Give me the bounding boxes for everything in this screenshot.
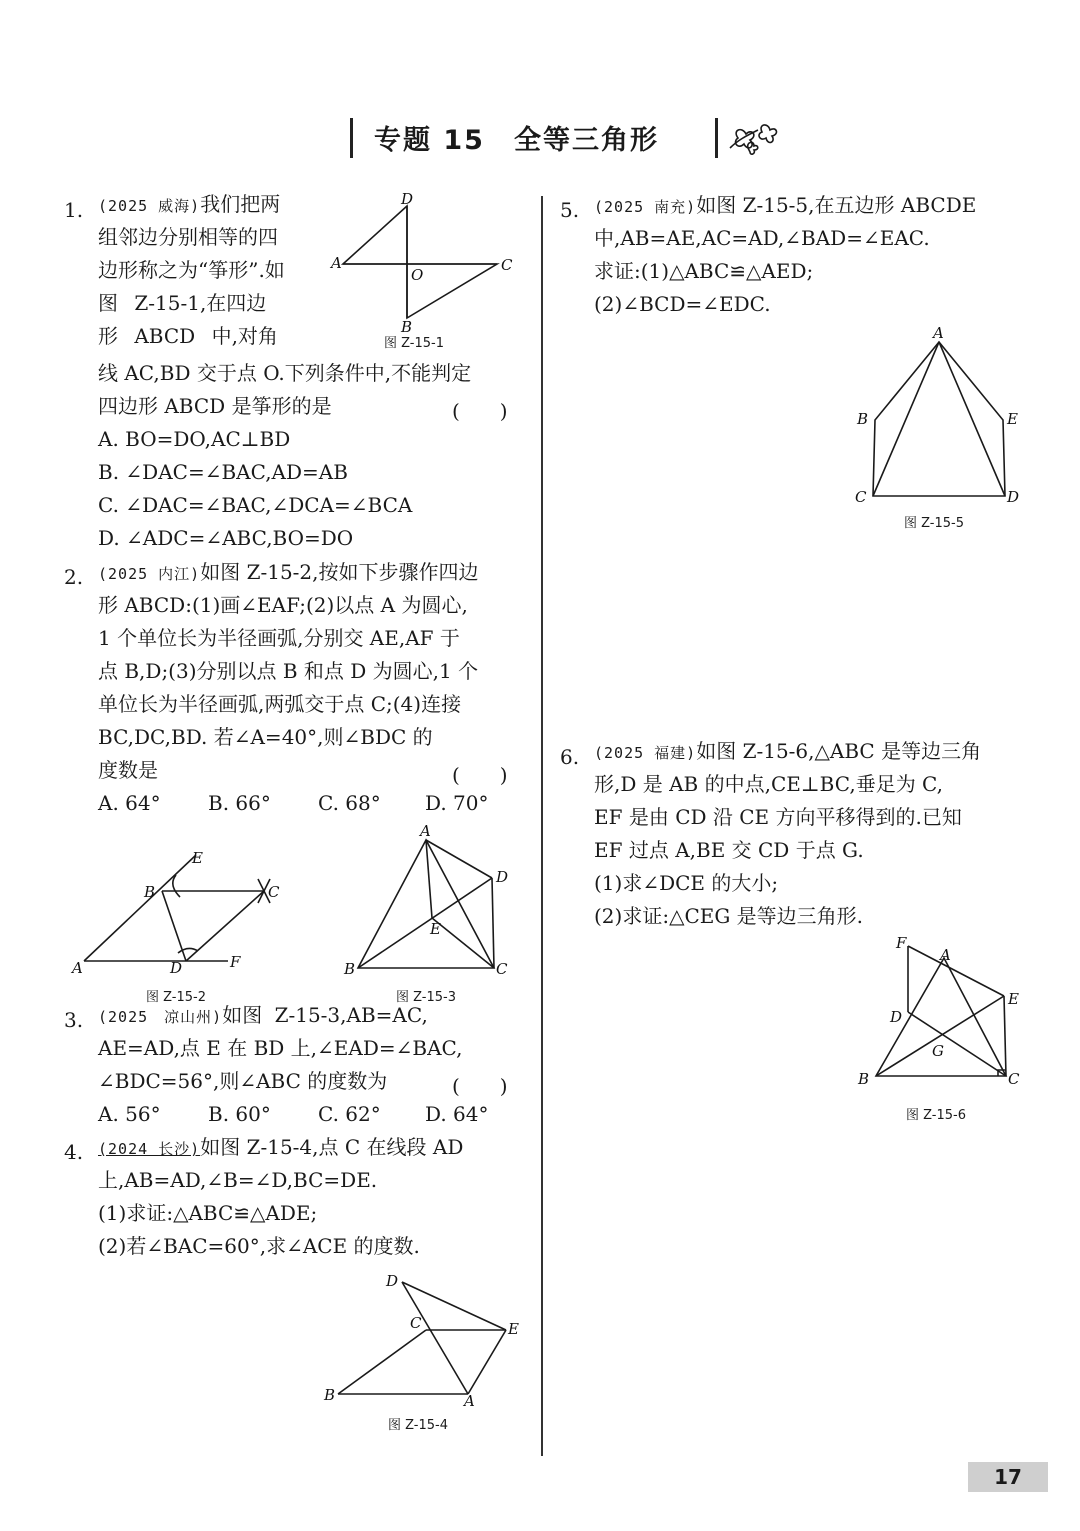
fig3-label: A — [420, 822, 431, 840]
q6-line: 形,D 是 AB 的中点,CE⊥BC,垂足为 C, — [594, 772, 943, 796]
q5-line: (2)∠BCD=∠EDC. — [594, 292, 771, 316]
q3-option-d: D. 64° — [425, 1102, 489, 1126]
title-left-rule — [350, 118, 353, 158]
fig4-label: C — [410, 1314, 422, 1332]
figure-z-15-2 — [68, 845, 298, 975]
fig5-label: E — [1007, 410, 1018, 428]
fig3-segment-bd — [358, 878, 492, 968]
fig5-caption: 图 Z-15-5 — [904, 516, 965, 531]
q3-line: 如图 Z-15-3,AB=AC, — [222, 1003, 428, 1027]
fig5-label: D — [1007, 488, 1020, 506]
fig1-label: C — [501, 256, 513, 274]
q1-option-a: A. BO=DO,AC⊥BD — [98, 427, 291, 451]
q1-line: 组邻边分别相等的四 — [98, 225, 278, 249]
fig1-label: O — [411, 266, 424, 284]
fig3-segment-dc — [492, 878, 494, 968]
q2-line: 如图 Z-15-2,按如下步骤作四边 — [200, 560, 479, 584]
fig6-label: D — [890, 1008, 903, 1026]
q2-line: 点 B,D;(3)分别以点 B 和点 D 为圆心,1 个 — [98, 659, 479, 683]
fig6-label: B — [858, 1070, 870, 1088]
q3-line: AE=AD,点 E 在 BD 上,∠EAD=∠BAC, — [98, 1036, 463, 1060]
q1-line: 线 AC,BD 交于点 O.下列条件中,不能判定 — [98, 361, 472, 385]
q3-option-b: B. 60° — [208, 1102, 271, 1126]
figure-z-15-5 — [845, 322, 1030, 512]
q6-line: EF 过点 A,BE 交 CD 于点 G. — [594, 838, 864, 862]
q5-line: 中,AB=AE,AC=AD,∠BAD=∠EAC. — [594, 226, 930, 250]
fig5-label: A — [933, 324, 944, 342]
fig6-segment-fe — [908, 946, 1004, 996]
q3-number: 3. — [64, 1008, 84, 1032]
figure-z-15-6 — [850, 930, 1030, 1100]
fig6-label: E — [1008, 990, 1019, 1008]
fig2-arc — [173, 875, 180, 897]
q2-line: 形 ABCD:(1)画∠EAF;(2)以点 A 为圆心, — [98, 593, 468, 617]
q4-number: 4. — [64, 1140, 84, 1164]
q4-line: (2)若∠BAC=60°,求∠ACE 的度数. — [98, 1234, 420, 1258]
figure-z-15-4 — [320, 1270, 530, 1410]
fig6-label: C — [1008, 1070, 1020, 1088]
fig1-quad — [343, 206, 497, 318]
q2-number: 2. — [64, 565, 84, 589]
fig3-label: B — [344, 960, 356, 978]
q6-line: (2)求证:△CEG 是等边三角形. — [594, 904, 864, 928]
fig2-label: A — [72, 959, 83, 975]
q4-line: 上,AB=AD,∠B=∠D,BC=DE. — [98, 1168, 378, 1192]
fig1-label: D — [401, 190, 414, 208]
page-title: 专题 15 全等三角形 — [374, 125, 659, 156]
fig6-label: G — [932, 1042, 944, 1060]
q4-line: (1)求证:△ABC≌△ADE; — [98, 1201, 318, 1225]
q1-line: 四边形 ABCD 是筝形的是 — [98, 394, 332, 418]
q1-line: 边形称之为“筝形”.如 — [98, 258, 285, 282]
fig2-label: B — [144, 883, 156, 901]
fig3-caption: 图 Z-15-3 — [396, 990, 457, 1005]
fig6-caption: 图 Z-15-6 — [906, 1108, 967, 1123]
q2-line: 单位长为半径画弧,两弧交于点 C;(4)连接 — [98, 692, 462, 716]
flower-ornament-icon — [724, 118, 790, 158]
q1-option-b: B. ∠DAC=∠BAC,AD=AB — [98, 460, 348, 484]
fig2-ray-ae — [84, 855, 196, 961]
q5-line: 求证:(1)△ABC≌△AED; — [594, 259, 814, 283]
q1-source: (2025 威海) — [98, 197, 201, 215]
q1-option-d: D. ∠ADC=∠ABC,BO=DO — [98, 526, 354, 550]
q2-answer-blank[interactable]: ( ) — [452, 763, 508, 787]
title-right-rule — [715, 118, 718, 158]
q6-line: (1)求∠DCE 的大小; — [594, 871, 779, 895]
page-number: 17 — [968, 1462, 1048, 1492]
q1-option-c: C. ∠DAC=∠BAC,∠DCA=∠BCA — [98, 493, 413, 517]
q1-line: 形 ABCD 中,对角 — [98, 324, 278, 348]
q5-source: (2025 南充) — [594, 198, 697, 216]
fig5-pentagon — [873, 342, 1005, 496]
fig6-segment-dc — [908, 1012, 1006, 1076]
fig2-label: E — [192, 849, 203, 867]
fig2-label: D — [170, 959, 183, 975]
fig4-segment-ea — [468, 1330, 506, 1394]
q4-line: 如图 Z-15-4,点 C 在线段 AD — [200, 1135, 464, 1159]
fig3-label: E — [430, 920, 441, 938]
fig1-label: B — [401, 318, 413, 335]
q2-source: (2025 内江) — [98, 565, 201, 583]
fig1-caption: 图 Z-15-1 — [384, 336, 445, 351]
fig4-label: D — [386, 1272, 399, 1290]
fig3-triangle-abc — [358, 840, 494, 968]
q6-line: EF 是由 CD 沿 CE 方向平移得到的.已知 — [594, 805, 962, 829]
fig5-label: C — [855, 488, 867, 506]
q4-source: (2024 长沙) — [98, 1140, 201, 1158]
q6-source: (2025 福建) — [594, 744, 697, 762]
fig2-label: C — [268, 883, 280, 901]
figure-z-15-3 — [340, 822, 520, 980]
fig5-segment-ac — [873, 342, 939, 496]
q1-line: 我们把两 — [200, 192, 281, 216]
q3-option-c: C. 62° — [318, 1102, 381, 1126]
figure-z-15-1 — [325, 190, 525, 335]
q3-line: ∠BDC=56°,则∠ABC 的度数为 — [98, 1069, 388, 1093]
q2-option-c: C. 68° — [318, 791, 381, 815]
fig2-caption: 图 Z-15-2 — [146, 990, 207, 1005]
q3-option-a: A. 56° — [98, 1102, 161, 1126]
fig6-segment-ec — [1004, 996, 1006, 1076]
fig3-segment-ec — [432, 918, 494, 968]
q2-line: BC,DC,BD. 若∠A=40°,则∠BDC 的 — [98, 725, 433, 749]
fig3-label: D — [496, 868, 509, 886]
fig3-label: C — [496, 960, 508, 978]
fig4-segment-da — [402, 1282, 468, 1394]
fig4-caption: 图 Z-15-4 — [388, 1418, 449, 1433]
q2-option-b: B. 66° — [208, 791, 271, 815]
q3-answer-blank[interactable]: ( ) — [452, 1074, 508, 1098]
fig2-label: F — [230, 953, 241, 971]
fig4-segment-bc — [338, 1330, 426, 1394]
fig5-segment-ad — [939, 342, 1005, 496]
fig6-label: F — [896, 934, 907, 952]
q3-source: (2025 凉山州) — [98, 1008, 223, 1026]
q2-line: 1 个单位长为半径画弧,分别交 AE,AF 于 — [98, 626, 460, 650]
q5-number: 5. — [560, 198, 580, 222]
q6-number: 6. — [560, 745, 580, 769]
fig1-label: A — [331, 254, 342, 272]
column-divider — [541, 196, 543, 1456]
q2-option-a: A. 64° — [98, 791, 161, 815]
q2-line: 度数是 — [98, 758, 158, 782]
fig4-label: A — [464, 1392, 475, 1410]
page-title-bar — [350, 118, 790, 160]
q5-line: 如图 Z-15-5,在五边形 ABCDE — [696, 193, 977, 217]
fig3-segment-ae — [426, 840, 432, 918]
q2-option-d: D. 70° — [425, 791, 489, 815]
fig4-label: B — [324, 1386, 336, 1404]
q1-number: 1. — [64, 198, 84, 222]
q6-line: 如图 Z-15-6,△ABC 是等边三角 — [696, 739, 982, 763]
fig5-label: B — [857, 410, 869, 428]
q1-answer-blank[interactable]: ( ) — [452, 399, 508, 423]
fig6-label: A — [940, 946, 951, 964]
q1-line: 图 Z-15-1,在四边 — [98, 291, 267, 315]
fig4-label: E — [508, 1320, 519, 1338]
